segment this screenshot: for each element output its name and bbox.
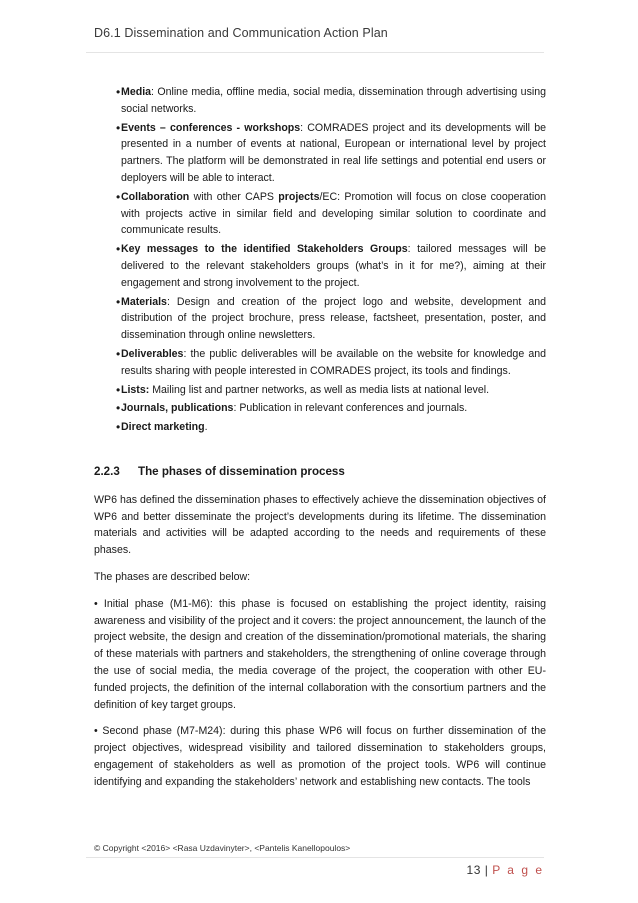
page-number-separator: | (484, 863, 489, 877)
bullet-text: : the public deliverables will be available on the website for knowledge and results sharing with people interested in COMRADES project, its tools and findings. (121, 347, 546, 377)
bullet-text: : Publication in relevant conferences and journals. (233, 402, 468, 415)
paragraph: • Initial phase (M1-M6): this phase is focused on establishing the project identity, raising awareness and visibility of the project and it covers: the project announcement, the launch of the project website, the design and creation of the dissemination/promotional materials, the sharing of these materials with partners and stakeholders, the strengthening of online coverage through the use of social media, the media coverage of the project, the cooperation with other EU-funded projects, the definition of the internal collaboration with the consortium partners and the definition of key target groups. (94, 597, 546, 711)
list-item (94, 419, 546, 436)
bullet-term: Materials (121, 295, 167, 308)
page-word: P a g e (492, 863, 544, 877)
bullet-text: : Online media, offline media, social media, dissemination through advertising using social networks. (121, 86, 546, 115)
list-item (94, 346, 546, 380)
bullet-term: Collaboration (121, 190, 190, 203)
list-item (94, 241, 546, 291)
bullet-term: Journals, publications (121, 402, 234, 415)
page-number (467, 863, 544, 877)
bullet-term: Direct marketing (121, 421, 205, 434)
header-divider (86, 52, 544, 53)
bullet-term: Media (121, 86, 152, 98)
dissemination-channels-list (94, 84, 546, 436)
bullet-term-2: projects (278, 190, 320, 203)
page-number-value: 13 (466, 863, 481, 877)
page-body (94, 84, 546, 790)
footer-divider (86, 857, 544, 858)
list-item (94, 382, 546, 399)
list-item (94, 400, 546, 417)
bullet-term: Deliverables (121, 347, 184, 360)
section-title: The phases of dissemination process (138, 464, 345, 478)
copyright-label: © Copyright (94, 843, 140, 853)
paragraph: • Second phase (M7-M24): during this phase WP6 will focus on further dissemination of the project objectives, widespread visibility and tailored dissemination to stakeholders groups, engagement of stakeholders as well as promotion of the project tools. WP6 will continue identifying and expanding the stakeholders’ network and establishing new contacts. The tools (94, 725, 546, 788)
document-header-title: D6.1 Dissemination and Communication Action Plan (94, 26, 388, 40)
bullet-text: Mailing list and partner networks, as well as media lists at national level. (149, 383, 490, 396)
bullet-term: Lists: (121, 383, 150, 396)
paragraph: WP6 has defined the dissemination phases to effectively achieve the dissemination objectives of WP6 and better disseminate the project’s developments during its lifetime. The dissemination materials and activities will be adapted according to the needs and requirements of these phases. (94, 493, 546, 557)
list-item (94, 294, 546, 344)
bullet-text: : COMRADES project and its developments will be presented in a number of events at national, European or international level by project partners. The platform will be demonstrated in real life settings and potential end users or deployers will be able to interact. (121, 121, 546, 184)
bullet-text: : Design and creation of the project logo and website, development and distribution of the project brochure, press release, factsheet, presentation, poster, and dissemination through online newsletters. (121, 295, 546, 342)
bullet-text: : tailored messages will be delivered to the relevant stakeholders groups (what’s in it for me?), aiming at their engagement and strong involvement to the project. (121, 243, 546, 289)
footer-copyright (94, 843, 350, 853)
paragraph: The phases are described below: (94, 570, 251, 583)
section-number: 2.2.3 (94, 464, 120, 478)
section-heading (94, 464, 546, 481)
list-item (94, 84, 546, 118)
bullet-term: Events – conferences - workshops (121, 121, 301, 134)
bullet-text: . (204, 421, 208, 434)
bullet-term: Key messages to the identified Stakeholders Groups (121, 243, 408, 256)
copyright-holders: <2016> <Rasa Uzdavinyter>, <Pantelis Kanellopoulos> (141, 843, 351, 853)
bullet-text: with other CAPS (189, 190, 279, 203)
list-item (94, 189, 546, 239)
list-item (94, 120, 546, 187)
bullet-text-2: /EC: Promotion will focus on close cooperation with projects active in similar field and developing similar solution to coordinate and communicate results. (121, 190, 546, 237)
